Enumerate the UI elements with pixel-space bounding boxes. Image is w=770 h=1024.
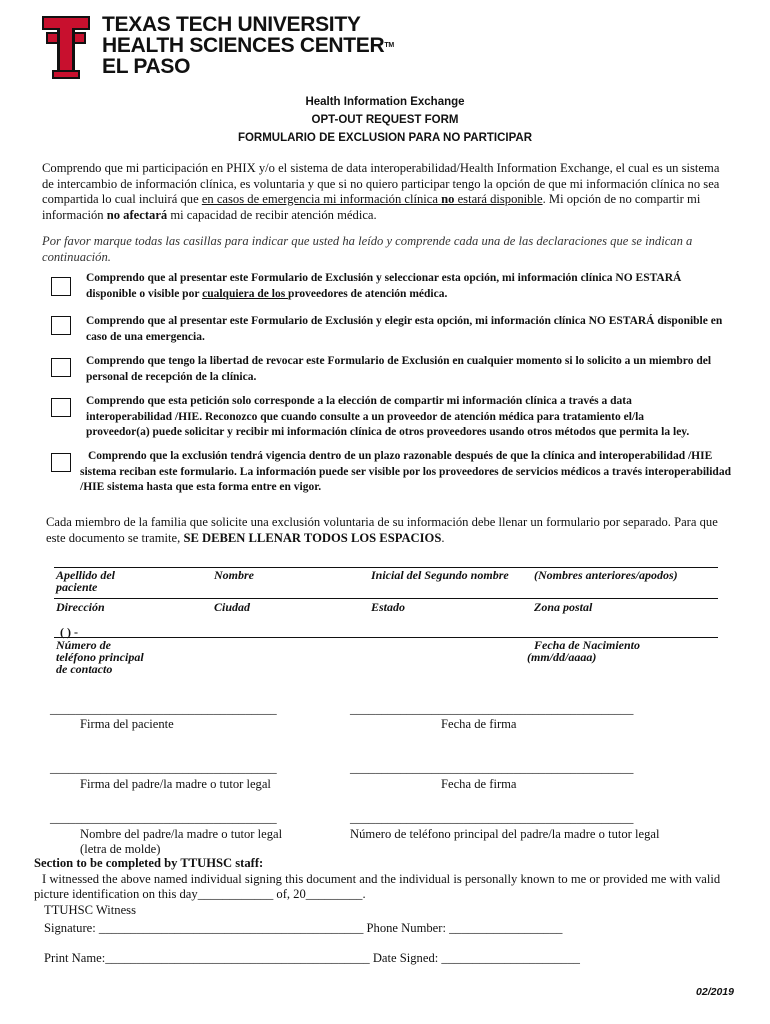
statement-checkbox-5[interactable] bbox=[51, 453, 71, 472]
statement-1: Comprendo que al presentar este Formulario de Exclusión y seleccionar esta opción, mi información clínica NO ESTARÁ disponible o visible por cualquiera de los proveedores de atención médica. bbox=[86, 272, 682, 300]
dob-label: Fecha de Nacimiento (mm/dd/aaaa) bbox=[527, 638, 640, 664]
parent-name-label: Nombre del padre/la madre o tutor legal (letra de molde) bbox=[80, 827, 283, 856]
family-note: Cada miembro de la familia que solicite una exclusión voluntaria de su información debe llenar un formulario por separado. Para que este documento se tramite, SE DEBEN LLENAR TODOS LOS ESPACIOS. bbox=[46, 515, 718, 545]
parent-signature-label: Firma del padre/la madre o tutor legal bbox=[80, 777, 271, 791]
witness-date-blank[interactable]: ______________________ bbox=[441, 951, 580, 965]
staff-attestation: I witnessed the above named individual signing this document and the individual is personally known to me or provided me with valid picture identification on this day____________ of, 20_________. bbox=[34, 872, 721, 901]
previous-names-label: (Nombres anteriores/apodos) bbox=[534, 568, 678, 582]
ttu-double-t-logo bbox=[42, 16, 90, 80]
staff-section-heading: Section to be completed by TTUHSC staff: bbox=[34, 856, 264, 870]
year-blank[interactable]: _________ bbox=[305, 887, 363, 901]
parent-sign-date-line[interactable]: _____________________________________________ bbox=[350, 761, 634, 775]
intro-line: Comprendo que mi participación en PHIX y/o el sistema de data interoperabilidad/Health Information Exchange, el cual es un sistema bbox=[42, 161, 720, 175]
statement-2: Comprendo que al presentar este Formulario de Exclusión y elegir esta opción, mi información clínica NO ESTARÁ disponible en caso de una emergencia. bbox=[86, 315, 723, 343]
patient-signature-label: Firma del paciente bbox=[80, 717, 174, 731]
parent-signature-line[interactable]: ____________________________________ bbox=[50, 761, 277, 775]
statement-checkbox-3[interactable] bbox=[51, 358, 71, 377]
statement-checkbox-2[interactable] bbox=[51, 316, 71, 335]
patient-signature-line[interactable]: ____________________________________ bbox=[50, 702, 277, 716]
first-name-label: Nombre bbox=[214, 568, 254, 582]
statement-5: Comprendo que la exclusión tendrá vigencia dentro de un plazo razonable después de que la clínica and interoperabilidad /HIE sistema reciban este formulario. La información puede ser visible por los proveedores de servicios médicos a través interoperabilidad /HIE sistema hasta que esta forma entre en vigor. bbox=[80, 450, 731, 493]
statement-checkbox-1[interactable] bbox=[51, 277, 71, 296]
witness-print-row: Print Name:__________________________________________ Date Signed: ______________________ bbox=[44, 951, 580, 965]
institution-line-1: TEXAS TECH UNIVERSITY bbox=[102, 13, 361, 36]
address-label: Dirección bbox=[56, 600, 105, 614]
patient-sign-date-line[interactable]: _____________________________________________ bbox=[350, 702, 634, 716]
last-name-label: Apellido del paciente bbox=[56, 568, 115, 594]
state-label: Estado bbox=[371, 600, 406, 614]
phone-label: Número de teléfono principal de contacto bbox=[56, 638, 144, 676]
middle-initial-label: Inicial del Segundo nombre bbox=[371, 568, 509, 582]
institution-line-2: HEALTH SCIENCES CENTER™ bbox=[102, 34, 394, 57]
witness-print-blank[interactable]: __________________________________________ bbox=[105, 951, 370, 965]
intro-line: compartida lo cual incluirá que en casos de emergencia mi información clínica no estará disponible. Mi opción de no compartir mi bbox=[42, 192, 701, 206]
intro-line: de intercambio de información clínica, es voluntaria y que si no quiero participar tengo la opción de que mi información clínica no sea bbox=[42, 176, 720, 191]
witness-signature-row: Signature: __________________________________________ Phone Number: __________________ bbox=[44, 921, 563, 935]
parent-phone-line[interactable]: _____________________________________________ bbox=[350, 811, 634, 825]
parent-name-line[interactable]: ____________________________________ bbox=[50, 811, 277, 825]
form-title-3: FORMULARIO DE EXCLUSION PARA NO PARTICIPAR bbox=[237, 132, 533, 144]
witness-label: TTUHSC Witness bbox=[44, 903, 136, 917]
zip-label: Zona postal bbox=[534, 600, 593, 614]
sign-date-label: Fecha de firma bbox=[441, 717, 517, 731]
sign-date-label-2: Fecha de firma bbox=[441, 777, 517, 791]
witness-phone-blank[interactable]: __________________ bbox=[449, 921, 563, 935]
form-version: 02/2019 bbox=[696, 986, 734, 998]
institution-name bbox=[102, 14, 394, 77]
day-blank[interactable]: ____________ bbox=[197, 887, 274, 901]
city-label: Ciudad bbox=[214, 600, 251, 614]
intro-paragraph bbox=[42, 161, 742, 223]
address-field-line[interactable] bbox=[54, 598, 718, 599]
phone-format: ( ) - bbox=[60, 625, 78, 639]
statement-checkbox-4[interactable] bbox=[51, 398, 71, 417]
checkbox-instruction: Por favor marque todas las casillas para indicar que usted ha leído y comprende cada una de las declaraciones que se indican a continuación. bbox=[42, 234, 693, 264]
institution-line-3: EL PASO bbox=[102, 55, 191, 78]
statement-4: Comprendo que esta petición solo corresponde a la elección de compartir mi información clínica a través a data interoperabilidad /HIE. Reconozco que cuando consulte a un proveedor de atención médica para tratamiento el/la proveedor(a) puede solicitar y recibir mi información clínica de otros proveedores usando otros métodos que permita la ley. bbox=[86, 395, 690, 438]
intro-line: información no afectará mi capacidad de recibir atención médica. bbox=[42, 207, 377, 222]
statement-3: Comprendo que tengo la libertad de revocar este Formulario de Exclusión en cualquier momento si lo solicito a un miembro del personal de recepción de la clínica. bbox=[86, 355, 712, 383]
parent-phone-label: Número de teléfono principal del padre/la madre o tutor legal bbox=[350, 827, 660, 841]
witness-signature-blank[interactable]: __________________________________________ bbox=[98, 921, 364, 935]
form-title-2: OPT-OUT REQUEST FORM bbox=[311, 114, 459, 126]
trademark-mark: TM bbox=[384, 42, 394, 49]
form-title-1: Health Information Exchange bbox=[305, 96, 465, 108]
